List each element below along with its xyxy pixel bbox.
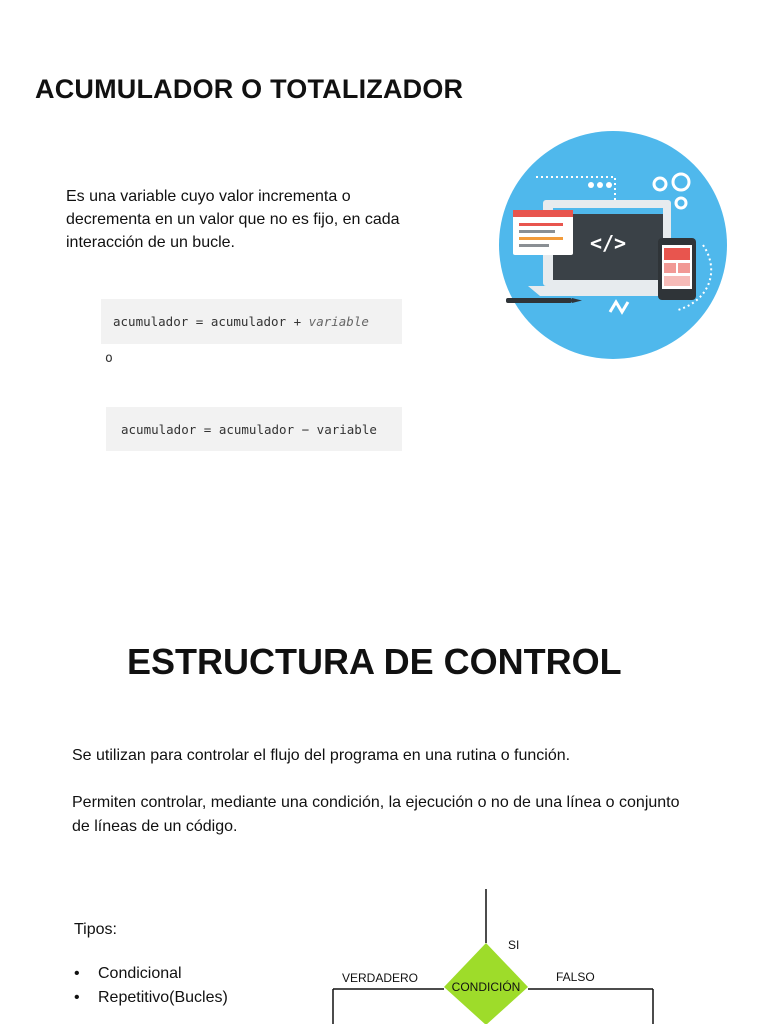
true-label: VERDADERO — [342, 971, 419, 985]
types-list — [72, 962, 228, 1010]
list-item: • Condicional — [72, 962, 228, 986]
section2-paragraph1: Se utilizan para controlar el flujo del programa en una rutina o función. — [72, 747, 571, 764]
formula-subtraction: acumulador = acumulador − variable — [106, 407, 402, 451]
yes-label: SI — [508, 938, 520, 952]
code-laptop-icon — [498, 130, 728, 360]
types-label: Tipos: — [74, 921, 117, 938]
flowchart — [320, 885, 680, 1024]
formula-separator: o — [105, 351, 113, 366]
list-item: • Repetitivo(Bucles) — [72, 986, 228, 1010]
condition-label: CONDICIÓN — [451, 980, 521, 994]
section2-title: ESTRUCTURA DE CONTROL — [127, 641, 622, 682]
formula-addition — [101, 299, 402, 344]
section1-description: Es una variable cuyo valor incrementa o decrementa en un valor que no es fijo, en cada interacción de un bucle. — [66, 188, 400, 251]
formula-addition-variable: variable — [308, 314, 369, 329]
svg-text:</>: </> — [589, 231, 627, 255]
formula-addition-lhs: acumulador = acumulador + — [113, 314, 309, 329]
section2-paragraph2: Permiten controlar, mediante una condición, la ejecución o no de una línea o conjunto de líneas de un código. — [72, 794, 680, 835]
section1-title: ACUMULADOR O TOTALIZADOR — [35, 74, 464, 104]
false-label: FALSO — [556, 970, 595, 984]
